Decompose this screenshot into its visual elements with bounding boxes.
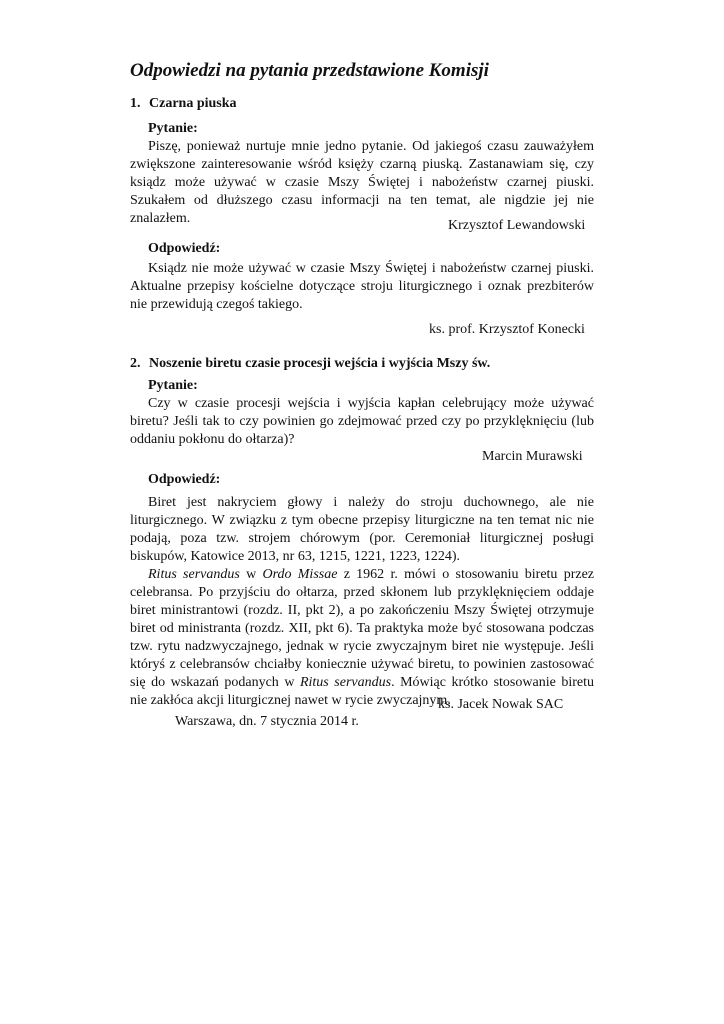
section-1-answer bbox=[130, 260, 594, 314]
section-1-question-label: Pytanie: bbox=[148, 121, 198, 136]
section-2-answer bbox=[130, 494, 594, 710]
section-2-answer-paragraph-1: Biret jest nakryciem głowy i należy do stroju duchownego, ale nie liturgicznego. W związku z tym obecne przepisy liturgiczne na ten temat nic nie podają, poza tzw. strojem chórowym (por. Ceremoniał liturgicznej posługi biskupów, Katowice 2013, nr 63, 1215, 1221, 1223, 1224). bbox=[130, 495, 594, 564]
section-2-answer-paragraph-2 bbox=[130, 566, 594, 710]
section-2-number: 2. bbox=[130, 356, 141, 371]
answer-p2-text-2: z 1962 r. mówi o stosowaniu biretu przez celebransa. Po przyjściu do ołtarza, przed skłonem lub przyklęknięciem oddaje biret ministrantowi (rozdz. II, pkt 2), a po zakończeniu Mszy Świętej otrzymuje biret od ministranta (rozdz. XII, pkt 6). Ta praktyka może być stosowana podczas tzw. rytu nadzwyczajnego, jednak w rycie zwyczajnym biret nie występuje. Jeśli któryś z celebransów chciałby koniecznie używać biretu, to powinien zastosować się do wskazań podanych w bbox=[130, 567, 594, 690]
section-2-question-text: Czy w czasie procesji wejścia i wyjścia kapłan celebrujący może używać biretu? Jeśli tak to czy powinien go zdejmować przed czy po przyklęknięciu (lub oddaniu pokłonu do ołtarza)? bbox=[130, 396, 594, 447]
section-1-question-author: Krzysztof Lewandowski bbox=[448, 218, 586, 233]
section-1-question-text: Piszę, ponieważ nurtuje mnie jedno pytanie. Od jakiegoś czasu zauważyłem zwiększone zainteresowanie wśród księży czarną piuską. Zastanawiam się, czy ksiądz może używać w czasie Mszy Świętej i nabożeństw czarnej piuski. Szukałem od dłuższego czasu informacji na ten temat, ale nigdzie jej nie znalazłem. bbox=[130, 139, 594, 226]
answer-p2-text-3: . Mówiąc krótko stosowanie biretu nie zakłóca akcji liturgicznej nawet w rycie zwyczajnym. bbox=[130, 675, 594, 708]
section-1-question bbox=[130, 138, 594, 228]
ordo-missae-title: Ordo Missae bbox=[262, 567, 338, 582]
section-2-answer-author: ks. Jacek Nowak SAC bbox=[438, 697, 564, 712]
document-title: Odpowiedzi na pytania przedstawione Komisji bbox=[130, 60, 489, 81]
section-1-title: Czarna piuska bbox=[149, 96, 237, 111]
section-2-answer-label: Odpowiedź: bbox=[148, 472, 221, 487]
section-1-answer-author: ks. prof. Krzysztof Konecki bbox=[429, 322, 585, 337]
section-1-answer-label: Odpowiedź: bbox=[148, 241, 221, 256]
section-2-title: Noszenie biretu czasie procesji wejścia i wyjścia Mszy św. bbox=[149, 356, 491, 371]
section-2-heading bbox=[130, 356, 490, 372]
section-2-question-label: Pytanie: bbox=[148, 378, 198, 393]
section-1-answer-text: Ksiądz nie może używać w czasie Mszy Świętej i nabożeństw czarnej piuski. Aktualne przepisy kościelne dotyczące stroju liturgicznego i oznak prezbiterów nie przewidują czegoś takiego. bbox=[130, 261, 594, 312]
section-1-number: 1. bbox=[130, 96, 141, 111]
answer-p2-text-1: w bbox=[239, 567, 263, 582]
ritus-servandus-title-2: Ritus servandus bbox=[299, 675, 392, 690]
section-1-heading bbox=[130, 96, 237, 112]
ritus-servandus-title: Ritus servandus bbox=[148, 567, 240, 582]
closing-place-date: Warszawa, dn. 7 stycznia 2014 r. bbox=[175, 714, 359, 729]
section-2-question-author: Marcin Murawski bbox=[482, 449, 583, 464]
section-2-question bbox=[130, 395, 594, 449]
